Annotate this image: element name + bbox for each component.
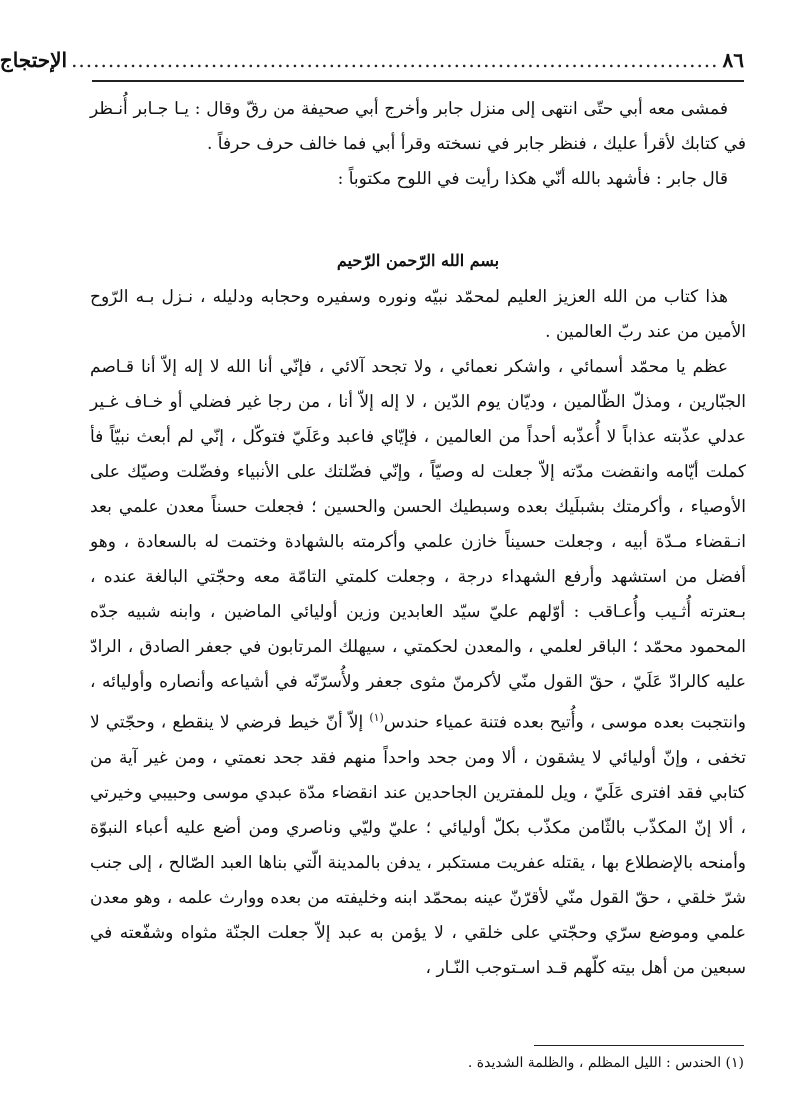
running-title: الإحتجاج — [0, 48, 68, 72]
paragraph-tablet-opening: هذا كتاب من الله العزيز العليم لمحمّد نبيّه ونوره وسفيره وحجابه ودليله ، نـزل بـه الرّوح الأمين من عند ربّ العالمين . — [90, 287, 746, 342]
paragraph-tablet-main-continued: إلاّ أنّ خيط فرضي لا ينقطع ، وحجّتي لا تخفى ، وإنّ أوليائي لا يشقون ، ألا ومن جحد واحداً منهم فقد جحد نعمتي ، ومن غير آية من كتابي فقد افترى عَلَيّ ، ويل للمفترين الجاحدين عند انقضاء مدّة عبدي موسى وحبيبي وخيرتي ، ألا إنّ المكذّب بالثّامن مكذّب بكلّ أوليائي ؛ عليّ وليّي وناصري ومن أضع عليه أعباء النبوّة وأمنحه بالإضطلاع بها ، يقتله عفريت مستكبر ، يدفن بالمدينة الّتي بناها العبد الصّالح ، إلى جنب شرّ خلقي ، حقّ القول منّي لأقرّنّ عينه بمحمّد ابنه وخليفته من بعده ووارث علمه ، وهو معدن علمي وموضع سرّي وحجّتي على خلقي ، لا يؤمن به عبد إلاّ جعلت الجنّة مثواه وشفّعته في سبعين من أهل بيته كلّهم قـد اسـتوجب النّـار ، — [90, 712, 746, 978]
footnote-reference: (١) — [369, 711, 384, 724]
paragraph-tablet-main — [90, 350, 746, 986]
paragraph-jabir-testimony: قال جابر : فأشهد بالله أنّي هكذا رأيت في اللوح مكتوباً : — [337, 169, 728, 189]
page-number: ٨٦ — [722, 48, 744, 72]
footnote-divider — [534, 1045, 744, 1046]
section-spacer — [90, 197, 746, 237]
footnote: (١) الحندس : الليل المظلم ، والظلمة الشديدة . — [467, 1055, 744, 1071]
body-text — [90, 92, 746, 986]
paragraph-intro: فمشى معه أبي حتّى انتهى إلى منزل جابر وأخرج أبي صحيفة من رقّ وقال : يـا جـابر أُنـظر في كتابك لأقرأ عليك ، فنظر جابر في نسخته وقرأ أبي فما خالف حرف حرفاً . — [90, 99, 746, 154]
paragraph-tablet-main-text: عظم يا محمّد أسمائي ، واشكر نعمائي ، ولا تجحد آلائي ، فإنّي أنا الله لا إله إلاّ أنا قـاصم الجبّارين ، ومذلّ الظّالمين ، وديّان يوم الدّين ، لا إله إلاّ أنا ، من رجا غير فضلي أو خـاف غـير عدلي عذّبته عذاباً لا أُعذّبه أحداً من العالمين ، فإيّاي فاعبد وعَلَيّ فتوكّل ، إنّي لم أبعث نبيّاً فأ كملت أيّامه وانقضت مدّته إلاّ جعلت له وصيّاً ، وإنّي فضّلتك على الأنبياء وفضّلت وصيّك على الأوصياء ، وأكرمتك بشبلَيك بعده وسبطيك الحسن والحسين ؛ فجعلت حسناً معدن علمي بعد انـقضاء مـدّة أبيه ، وجعلت حسيناً خازن علمي وأكرمته بالشهادة وختمت له بالسعادة ، وهو أفضل من استشهد وأرفع الشهداء درجة ، وجعلت كلمتي التامّة معه وحجّتي البالغة عنده ، بـعترته أُثـيب وأُعـاقب : أوّلهم عليّ سيّد العابدين وزين أوليائي الماضين ، وابنه شبيه جدّه المحمود محمّد ؛ الباقر لعلمي ، والمعدن لحكمتي ، سيهلك المرتابون في جعفر الصادق ، الرادّ عليه كالرادّ عَلَيّ ، حقّ القول منّي لأكرمنّ مثوى جعفر ولأُسرّنّه في أشياعه وأنصاره وأوليائه ، وانتجبت بعده موسى ، وأُتيح بعده فتنة عمياء حندس — [90, 357, 746, 733]
page-header — [0, 40, 744, 82]
basmala-heading: بسم الله الرّحمن الرّحيم — [336, 251, 500, 270]
header-leader-dots: ........................................................................................ — [71, 48, 719, 72]
